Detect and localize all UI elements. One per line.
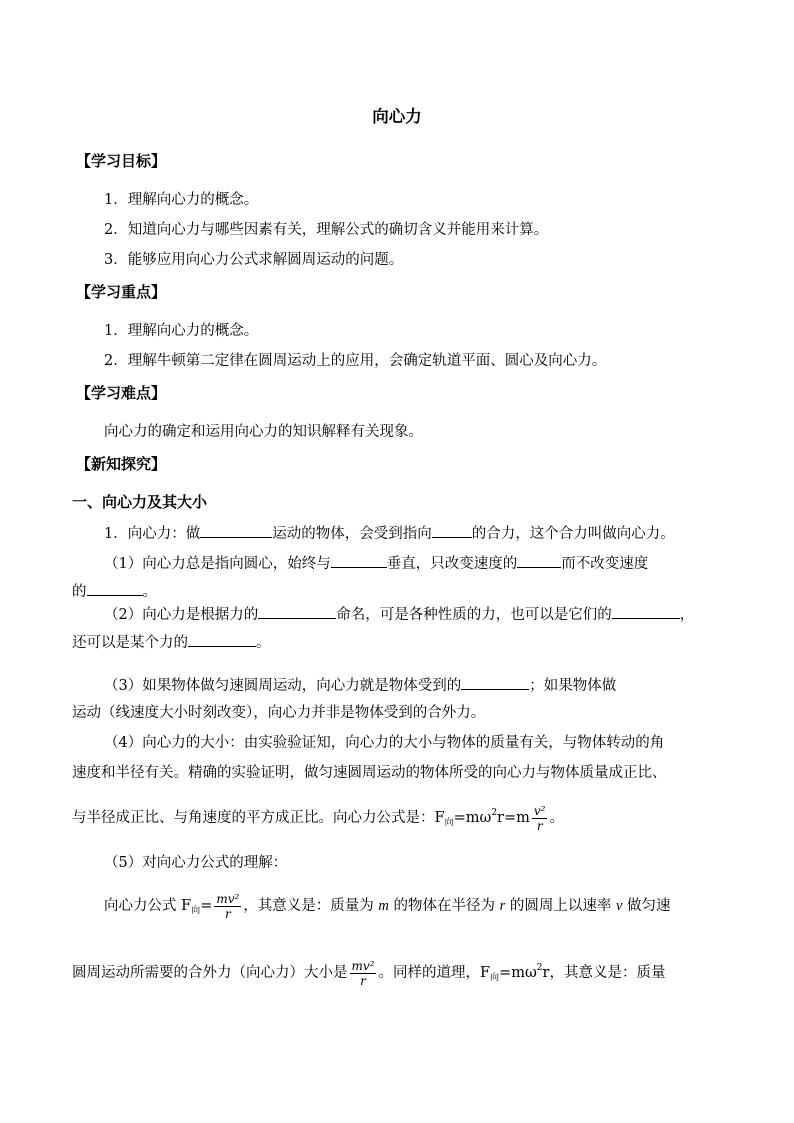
- difficulty-text: 向心力的确定和运用向心力的知识解释有关现象。: [104, 424, 423, 440]
- section-focus-heading: 【学习重点】: [76, 283, 167, 301]
- paragraph-line: 运动（线速度大小时刻改变），向心力并非是物体受到的合外力。: [72, 705, 486, 721]
- fraction-v2-over-r: $\frac{\text{v²}}{r}$: [533, 803, 546, 833]
- paragraph-line: 速度和半径有关。精确的实验证明，做匀速圆周运动的物体所受的向心力与物体质量成正比、: [72, 765, 667, 781]
- fill-blank[interactable]: [331, 552, 387, 568]
- fill-blank[interactable]: [200, 522, 272, 538]
- paragraph-line: （4）向心力的大小：由实验验证知，向心力的大小与物体的质量有关，与物体转动的角: [104, 735, 665, 751]
- paragraph-line: 1．向心力：做 运动的物体，会受到指向 的合力，这个合力叫做向心力。: [104, 522, 675, 544]
- goal-item-1: 1．理解向心力的概念。: [104, 192, 259, 208]
- fill-blank[interactable]: [87, 580, 143, 596]
- section-goals-heading: 【学习目标】: [76, 152, 167, 170]
- goal-item-2: 2．知道向心力与哪些因素有关，理解公式的确切含义并能用来计算。: [104, 222, 549, 238]
- formula-line: 向心力公式 $F_向=$ $\frac{\text{mv²}}{r}$ ，其意义是：质量为 m 的物体在半径为 r 的圆周上以速率 v 做匀速: [104, 891, 671, 921]
- focus-item-1: 1．理解向心力的概念。: [104, 323, 259, 339]
- paragraph-line: （1）向心力总是指向圆心，始终与 垂直，只改变速度的 而不改变速度: [104, 552, 648, 574]
- fill-blank[interactable]: [612, 603, 680, 619]
- section-explore-heading: 【新知探究】: [76, 455, 167, 473]
- fraction-mv2-over-r: $\frac{\text{mv²}}{r}$: [351, 958, 375, 988]
- paragraph-line: （2）向心力是根据力的 命名，可是各种性质的力，也可以是它们的 ，: [104, 603, 694, 625]
- paragraph-line: 还可以是某个力的 。: [72, 631, 271, 653]
- fill-blank[interactable]: [432, 522, 472, 538]
- fill-blank[interactable]: [258, 603, 336, 619]
- formula-line: 圆周运动所需要的合外力（向心力）大小是 $\frac{\text{mv²}}{r}$ 。同样的道理，$F_向=m\omega^2r$，其意义是：质量: [72, 958, 666, 988]
- page-title: 向心力: [372, 107, 422, 126]
- paragraph-line: （3）如果物体做匀速圆周运动，向心力就是物体受到的 ；如果物体做: [104, 674, 616, 696]
- fill-blank[interactable]: [461, 674, 529, 690]
- paragraph-line: 的 。: [72, 580, 157, 602]
- paragraph-line: （5）对向心力公式的理解：: [104, 855, 288, 871]
- formula-line: 与半径成正比、与角速度的平方成正比。向心力公式是：$F_向=m\omega^2r=m$ $\frac{\text{v²}}{r}$ 。: [72, 803, 564, 833]
- goal-item-3: 3．能够应用向心力公式求解圆周运动的问题。: [104, 252, 404, 268]
- fill-blank[interactable]: [188, 631, 256, 647]
- section-difficulty-heading: 【学习难点】: [76, 384, 167, 402]
- focus-item-2: 2．理解牛顿第二定律在圆周运动上的应用，会确定轨道平面、圆心及向心力。: [104, 353, 607, 369]
- fill-blank[interactable]: [517, 552, 561, 568]
- fraction-mv2-over-r: $\frac{\text{mv²}}{r}$: [216, 891, 240, 921]
- part1-heading: 一、向心力及其大小: [72, 493, 208, 511]
